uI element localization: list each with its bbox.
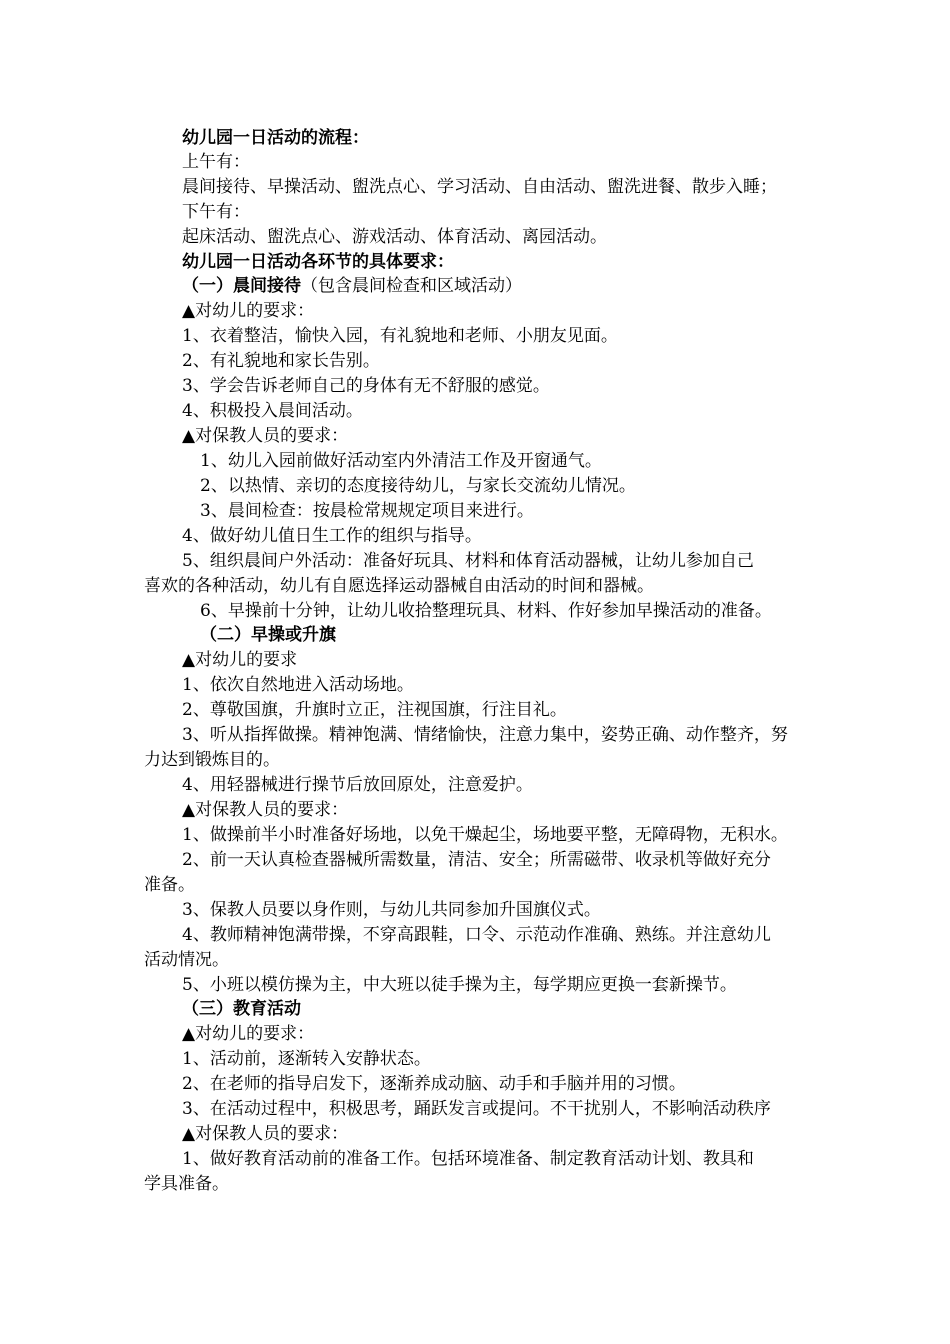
section-3-title: （三）教育活动 [182,999,301,1019]
list-item: 3、晨间检查：按晨检常规规定项目来进行。 [200,501,534,521]
doc-title-requirements: 幼儿园一日活动各环节的具体要求： [182,252,454,272]
list-item: 3、学会告诉老师自己的身体有无不舒服的感觉。 [182,376,550,396]
list-item-continued: 学具准备。 [144,1174,229,1194]
list-item-continued: 活动情况。 [144,950,229,970]
list-item-continued: 力达到锻炼目的。 [144,750,280,770]
section-2-title: （二）早操或升旗 [200,625,336,645]
list-item-continued: 喜欢的各种活动，幼儿有自愿选择运动器械自由活动的时间和器械。 [144,576,654,596]
list-item: 2、以热情、亲切的态度接待幼儿，与家长交流幼儿情况。 [200,476,636,496]
section-1-title: （一）晨间接待 [182,276,301,296]
list-item: 3、保教人员要以身作则，与幼儿共同参加升国旗仪式。 [182,900,601,920]
list-item: 1、做好教育活动前的准备工作。包括环境准备、制定教育活动计划、教具和 [182,1149,754,1169]
list-item: 1、活动前，逐渐转入安静状态。 [182,1049,431,1069]
staff-requirements-label: ▲对保教人员的要求： [182,426,349,446]
staff-requirements-label: ▲对保教人员的要求： [182,800,349,820]
list-item: 2、尊敬国旗，升旗时立正，注视国旗，行注目礼。 [182,700,567,720]
doc-title-flow: 幼儿园一日活动的流程： [182,128,369,148]
list-item: 1、依次自然地进入活动场地。 [182,675,414,695]
list-item: 4、积极投入晨间活动。 [182,401,363,421]
list-item: 3、听从指挥做操。精神饱满、情绪愉快，注意力集中，姿势正确、动作整齐，努 [182,725,788,745]
list-item: 2、前一天认真检查器械所需数量，清洁、安全；所需磁带、收录机等做好充分 [182,850,771,870]
section-1-subtitle: （包含晨间检查和区域活动） [301,276,522,296]
list-item: 4、用轻器械进行操节后放回原处，注意爱护。 [182,775,533,795]
list-item: 5、组织晨间户外活动：准备好玩具、材料和体育活动器械，让幼儿参加自己 [182,551,754,571]
list-item: 1、衣着整洁，愉快入园，有礼貌地和老师、小朋友见面。 [182,326,618,346]
section-1-heading [182,274,522,298]
child-requirements-label: ▲对幼儿的要求： [182,1024,315,1044]
list-item: 4、教师精神饱满带操，不穿高跟鞋，口令、示范动作准确、熟练。并注意幼儿 [182,925,771,945]
list-item: 4、做好幼儿值日生工作的组织与指导。 [182,526,482,546]
staff-requirements-label: ▲对保教人员的要求： [182,1124,349,1144]
child-requirements-label: ▲对幼儿的要求： [182,301,315,321]
list-item: 1、做操前半小时准备好场地，以免干燥起尘，场地要平整，无障碍物，无积水。 [182,825,788,845]
list-item: 2、有礼貌地和家长告别。 [182,351,380,371]
child-requirements-label: ▲对幼儿的要求 [182,650,298,670]
list-item-continued: 准备。 [144,875,195,895]
list-item: 2、在老师的指导启发下，逐渐养成动脑、动手和手脑并用的习惯。 [182,1074,686,1094]
morning-activities: 晨间接待、早操活动、盥洗点心、学习活动、自由活动、盥洗进餐、散步入睡； [182,177,777,197]
morning-label: 上午有： [182,152,250,172]
afternoon-label: 下午有： [182,202,250,222]
list-item: 3、在活动过程中，积极思考，踊跃发言或提问。不干扰别人，不影响活动秩序 [182,1099,771,1119]
list-item: 5、小班以模仿操为主，中大班以徒手操为主，每学期应更换一套新操节。 [182,975,737,995]
list-item: 1、幼儿入园前做好活动室内外清洁工作及开窗通气。 [200,451,602,471]
list-item: 6、早操前十分钟，让幼儿收拾整理玩具、材料、作好参加早操活动的准备。 [200,601,772,621]
afternoon-activities: 起床活动、盥洗点心、游戏活动、体育活动、离园活动。 [182,227,607,247]
